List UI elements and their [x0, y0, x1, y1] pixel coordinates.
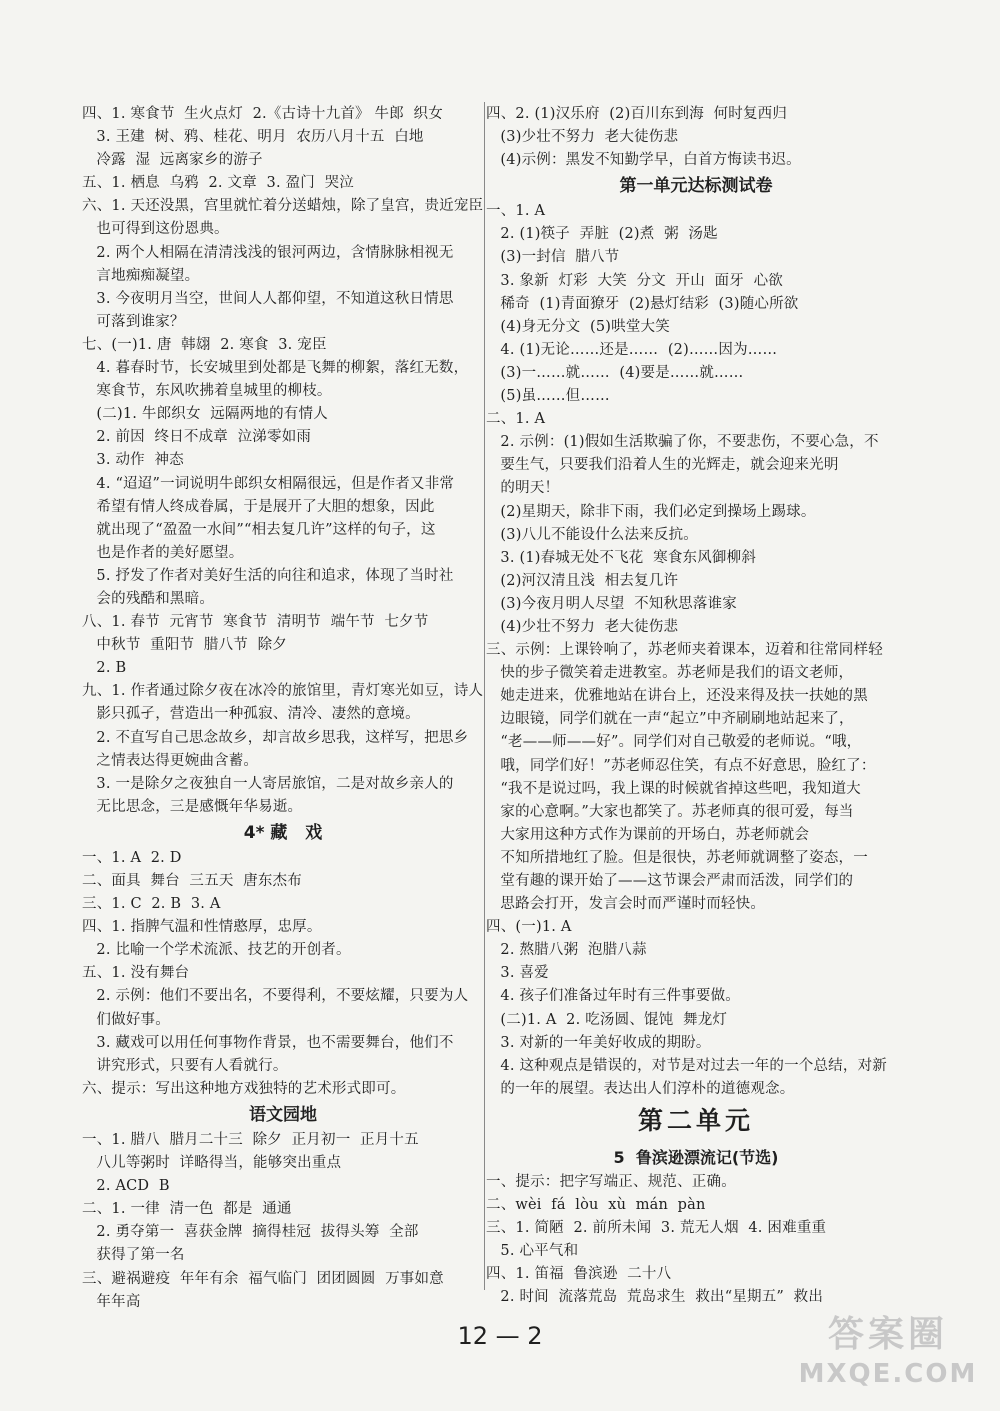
answer-line: 3. 今夜明月当空，世间人人都仰望，不知道这秋日情思 — [82, 290, 454, 307]
answer-line: 的一年的展望。表达出人们淳朴的道德观念。 — [486, 1080, 795, 1097]
answer-line: 一、1. A — [486, 203, 546, 220]
answer-line: 二、面具 舞台 三五天 唐东杰布 — [82, 873, 302, 889]
answer-line: 5. 心平气和 — [486, 1243, 579, 1260]
answer-line: 二、1. A — [486, 411, 546, 428]
answer-line: 也是作者的美好愿望。 — [82, 544, 244, 561]
column-divider — [484, 102, 485, 1290]
answer-line: 之情表达得更婉曲含蓄。 — [82, 752, 259, 769]
answer-line: 2. 时间 流落荒岛 荒岛求生 救出“星期五” 救出 — [486, 1289, 824, 1306]
answer-line: (4)身无分文 (5)哄堂大笑 — [486, 318, 670, 335]
answer-line: 4. “迢迢”一词说明牛郎织女相隔很远，但是作者又非常 — [82, 475, 455, 492]
answer-line: (3)少壮不努力 老大徒伤悲 — [486, 129, 679, 146]
answer-line: (3)一……就…… (4)要是……就…… — [486, 364, 744, 381]
answer-line: 五、1. 没有舞台 — [82, 965, 190, 982]
answer-line: 她走进来，优雅地站在讲台上，还没来得及扶一扶她的黑 — [486, 688, 868, 705]
answer-line: 的明天！ — [486, 480, 560, 497]
section-heading: 第二单元 — [637, 1105, 754, 1135]
answer-line: 四、1. 寒食节 生火点灯 2.《古诗十九首》 牛郎 织女 — [82, 106, 443, 122]
answer-line: 思路会打开，发言会时而严谨时而轻快。 — [486, 896, 766, 913]
answer-line: 2. (1)筷子 弄脏 (2)煮 粥 汤匙 — [486, 226, 718, 243]
answer-line: 可落到谁家？ — [82, 313, 185, 330]
answer-line: 们做好事。 — [82, 1011, 170, 1028]
answer-line: 四、1. 指脾气温和性情憨厚，忠厚。 — [82, 919, 322, 936]
answer-line: “我不是说过吗，我上课的时候就省掉这些吧，我知道大 — [486, 780, 861, 797]
answer-line: 2. B — [82, 660, 127, 677]
page-number: 12 — 2 — [457, 1322, 543, 1350]
answer-line: 2. 两个人相隔在清清浅浅的银河两边，含情脉脉相视无 — [82, 244, 454, 261]
answer-line: 3. 王建 树、鸦、桂花、明月 农历八月十五 白地 — [82, 129, 424, 146]
answer-line: 三、1. 简陋 2. 前所未闻 3. 荒无人烟 4. 困难重重 — [486, 1220, 827, 1237]
answer-line: 2. 不直写自己思念故乡，却言故乡思我，这样写，把思乡 — [82, 729, 469, 746]
answer-line: 影只孤孑，营造出一种孤寂、清冷、凄然的意境。 — [82, 706, 420, 723]
watermark-logo — [788, 1311, 988, 1403]
answer-line: (二)1. A 2. 吃汤圆、馄饨 舞龙灯 — [486, 1011, 728, 1028]
answer-line: 边眼镜，同学们就在一声“起立”中齐刷刷地站起来了， — [486, 711, 854, 728]
answer-line: 二、wèi fá lòu xù mán pàn — [486, 1197, 706, 1214]
answer-line: 五、1. 栖息 乌鸦 2. 文章 3. 盈门 哭泣 — [82, 175, 355, 192]
answer-line: (4)少壮不努力 老大徒伤悲 — [486, 618, 679, 635]
answer-line: 5. 抒发了作者对美好生活的向往和追求，体现了当时社 — [82, 567, 454, 584]
answer-line: 也可得到这份恩典。 — [82, 221, 229, 238]
answer-line: 稀奇 (1)青面獠牙 (2)悬灯结彩 (3)随心所欲 — [486, 295, 799, 312]
answer-line: 希望有情人终成眷属，于是展开了大胆的想象，因此 — [82, 498, 435, 515]
answer-line: 八、1. 春节 元宵节 寒食节 清明节 端午节 七夕节 — [82, 614, 429, 631]
answer-line: 大家用这种方式作为课前的开场白，苏老师就会 — [486, 826, 810, 843]
answer-line: 寒食节，东风吹拂着皇城里的柳枝。 — [82, 383, 332, 400]
answer-line: 3. 象新 灯彩 大笑 分文 开山 面牙 心欲 — [486, 272, 783, 289]
answer-line: 3. 动作 神态 — [82, 452, 184, 469]
answer-line: 4. (1)无论……还是…… (2)……因为…… — [486, 341, 778, 358]
answer-line: 四、(一)1. A — [486, 919, 572, 936]
answer-line: 3. (1)春城无处不飞花 寒食东风御柳斜 — [486, 549, 757, 566]
answer-line: 要生气，只要我们沿着人生的光辉走，就会迎来光明 — [486, 457, 839, 474]
answer-line: 2. 勇夺第一 喜获金牌 摘得桂冠 拔得头筹 全部 — [82, 1224, 419, 1241]
answer-line: 4. 这种观点是错误的，对节是对过去一年的一个总结，对新 — [486, 1057, 887, 1074]
answer-line: (二)1. 牛郎织女 远隔两地的有情人 — [82, 406, 328, 423]
answer-line: 哦，同学们好！”苏老师忍住笑，有点不好意思，脸红了： — [486, 757, 876, 774]
answer-line: (3)一封信 腊八节 — [486, 249, 620, 266]
answer-line: 家的心意啊。”大家也都笑了。苏老师真的很可爱，每当 — [486, 803, 854, 820]
answer-line: 一、1. 腊八 腊月二十三 除夕 正月初一 正月十五 — [82, 1131, 419, 1148]
answer-line: 四、2. (1)汉乐府 (2)百川东到海 何时复西归 — [486, 106, 788, 122]
answer-line: 快的步子微笑着走进教室。苏老师是我们的语文老师， — [486, 665, 854, 682]
answer-line: 年年高 — [82, 1293, 141, 1310]
answer-line: 六、提示：写出这种地方戏独特的艺术形式即可。 — [82, 1080, 406, 1097]
answer-line: 冷露 湿 远离家乡的游子 — [82, 152, 263, 169]
answer-line: 一、1. A 2. D — [82, 849, 182, 866]
answer-line: 2. 比喻一个学术流派、技艺的开创者。 — [82, 942, 351, 959]
answer-line: “老——师——好”。同学们对自己敬爱的老师说。“哦， — [486, 734, 862, 751]
answer-line: 三、避祸避疫 年年有余 福气临门 团团圆圆 万事如意 — [82, 1270, 444, 1287]
answer-line: 八儿等粥时 详略得当，能够突出重点 — [82, 1155, 342, 1172]
answer-line: 三、1. C 2. B 3. A — [82, 896, 221, 913]
answer-line: 3. 喜爱 — [486, 965, 549, 982]
left-column — [82, 103, 484, 1314]
answer-line: 堂有趣的课开始了——这节课会严肃而活泼，同学们的 — [486, 873, 854, 889]
answer-line: 一、提示：把字写端正、规范、正确。 — [486, 1173, 736, 1190]
answer-line: (5)虽……但…… — [486, 388, 610, 405]
answer-line: 四、1. 笛福 鲁滨逊 二十八 — [486, 1266, 672, 1283]
watermark-cn: 答案圈 — [827, 1314, 948, 1355]
right-column — [486, 103, 906, 1310]
answer-line: 3. 一是除夕之夜独自一人寄居旅馆，二是对故乡亲人的 — [82, 775, 454, 792]
section-heading: 第一单元达标测试卷 — [619, 176, 773, 197]
answer-line: 二、1. 一律 清一色 都是 通通 — [82, 1201, 292, 1218]
answer-line: 2. 前因 终日不成章 泣涕零如雨 — [82, 429, 312, 446]
section-heading: 语文园地 — [249, 1104, 317, 1125]
answer-line: 无比思念，三是感慨年华易逝。 — [82, 798, 303, 815]
answer-line: 就出现了“盈盈一水间”“相去复几许”这样的句子，这 — [82, 521, 436, 538]
answer-line: 3. 藏戏可以用任何事物作背景，也不需要舞台，他们不 — [82, 1034, 454, 1051]
answer-line: 获得了第一名 — [82, 1247, 185, 1264]
answer-line: (2)河汉清且浅 相去复几许 — [486, 572, 679, 589]
answer-line: (3)今夜月明人尽望 不知秋思落谁家 — [486, 595, 737, 612]
answer-line: 九、1. 作者通过除夕夜在冰冷的旅馆里，青灯寒光如豆，诗人 — [82, 683, 484, 700]
answer-line: 六、1. 天还没黑，宫里就忙着分送蜡烛，除了皇宫，贵近宠臣 — [82, 198, 484, 215]
answer-line: 2. 示例：(1)假如生活欺骗了你，不要悲伤，不要心急，不 — [486, 434, 879, 451]
answer-line: (2)星期天，除非下雨，我们必定到操场上踢球。 — [486, 503, 816, 520]
section-heading: 5 鲁滨逊漂流记(节选) — [613, 1147, 779, 1167]
watermark-en: MXQE.COM — [798, 1359, 978, 1389]
answer-line: 2. 示例：他们不要出名，不要得利，不要炫耀，只要为人 — [82, 988, 469, 1005]
answer-line: 会的残酷和黑暗。 — [82, 590, 215, 607]
section-heading: 4* 藏 戏 — [243, 822, 323, 843]
answer-line: 2. ACD B — [82, 1178, 170, 1195]
answer-line: 3. 对新的一年美好收成的期盼。 — [486, 1034, 711, 1051]
answer-line: (4)示例：黑发不知勤学早，白首方悔读书迟。 — [486, 152, 801, 169]
answer-line: 讲究形式，只要有人看就行。 — [82, 1057, 288, 1074]
answer-line: 不知所措地红了脸。但是很快，苏老师就调整了姿态，一 — [486, 849, 868, 866]
answer-line: 言地痴痴凝望。 — [82, 267, 200, 284]
answer-line: (3)八儿不能设什么法来反抗。 — [486, 526, 698, 543]
answer-line: 4. 孩子们准备过年时有三件事要做。 — [486, 988, 740, 1005]
answer-line: 三、示例：上课铃响了，苏老师夹着课本，迈着和往常同样轻 — [486, 642, 883, 659]
answer-line: 4. 暮春时节，长安城里到处都是飞舞的柳絮，落红无数， — [82, 360, 469, 377]
answer-line: 2. 熬腊八粥 泡腊八蒜 — [486, 942, 647, 959]
answer-line: 七、(一)1. 唐 韩翃 2. 寒食 3. 宠臣 — [82, 336, 327, 353]
answer-line: 中秋节 重阳节 腊八节 除夕 — [82, 637, 287, 654]
